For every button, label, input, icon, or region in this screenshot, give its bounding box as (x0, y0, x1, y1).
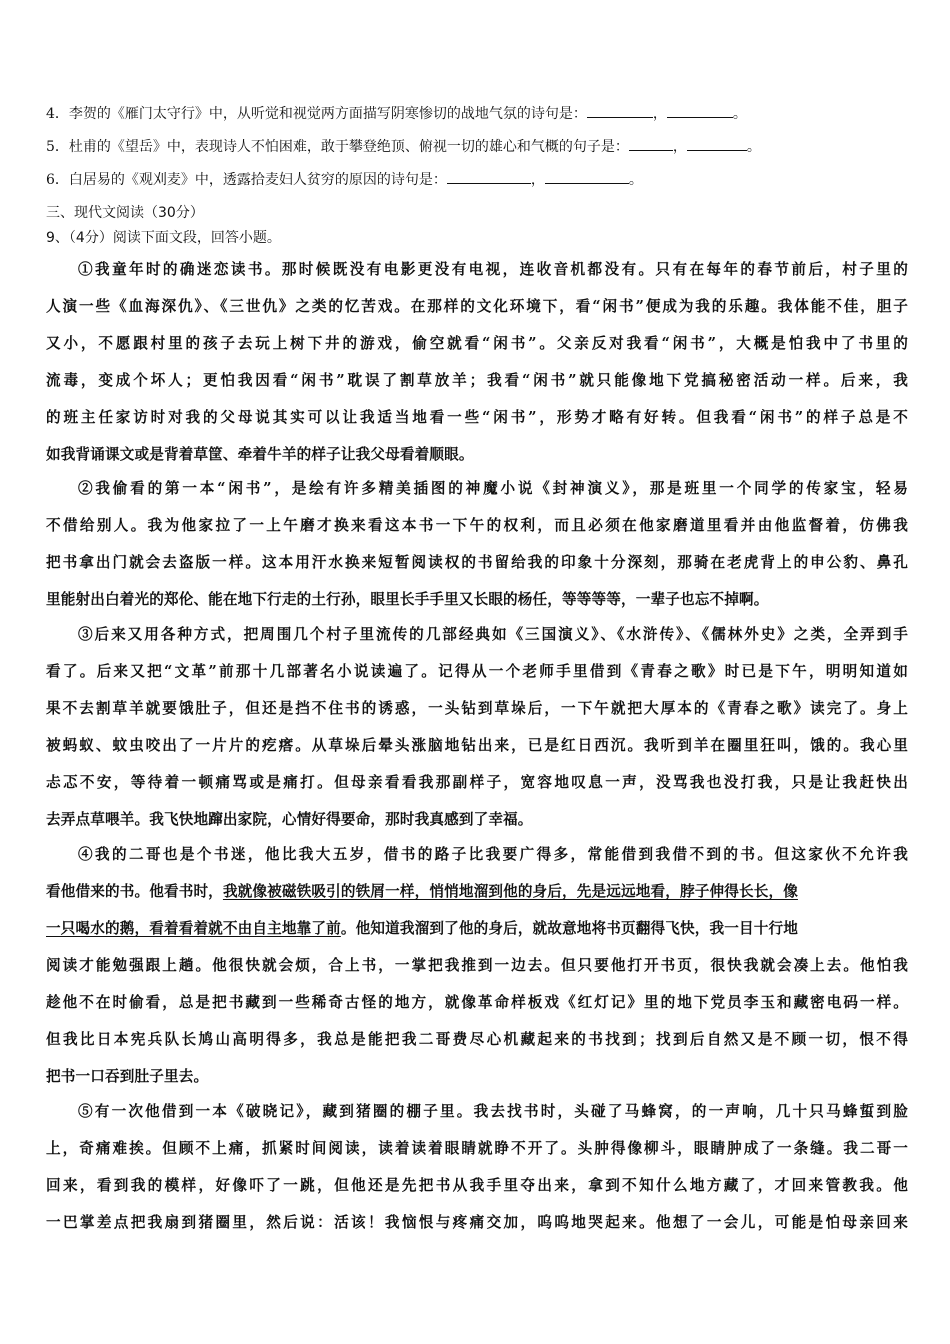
separator: ， (652, 106, 667, 122)
passage-line: 把书拿出门就会去盗版一样。这本用汗水换来短暂阅读权的书留给我的印象十分深刻，那骑在老虎背上的申公豹、鼻孔 (46, 554, 908, 571)
passage-line: 回来，看到我的模样，好像吓了一跳，但他还是先把书从我手里夺出来，拿到不知什么地方藏了，才回来管教我。他 (46, 1177, 908, 1194)
separator: ， (530, 172, 545, 188)
passage-line: 里能射出白着光的郑伦、能在地下行走的土行孙，眼里长手手里又长眼的杨任，等等等等，一辈子也忘不掉啊。 (46, 591, 769, 608)
section-title: 三、现代文阅读（30分） (46, 205, 204, 221)
question-4-text: 4．李贺的《雁门太守行》中，从听觉和视觉两方面描写阴寒惨切的战地气氛的诗句是： (46, 106, 587, 122)
passage-line: 上，奇痛难挨。但顾不上痛，抓紧时间阅读，读着读着眼睛就睁不开了。头肿得像柳斗，眼睛肿成了一条缝。我二哥一 (46, 1140, 908, 1157)
passage-line: ④我的二哥也是个书迷，他比我大五岁，借书的路子比我要广得多，常能借到我借不到的书。但这家伙不允许我 (78, 846, 908, 863)
passage-line: 看了。后来又把“文革”前那十几部著名小说读遍了。记得从一个老师手里借到《青春之歌》时已是下午，明明知道如 (46, 663, 908, 680)
period: 。 (746, 139, 761, 155)
passage-line: 又小，不愿跟村里的孩子去玩上树下井的游戏，偷空就看“闲书”。父亲反对我看“闲书”，大概是怕我中了书里的 (46, 335, 908, 352)
passage-line: 忐忑不安，等待着一顿痛骂或是痛打。但母亲看看我那副样子，宽容地叹息一声，没骂我也没打我，只是让我赶快出 (46, 774, 908, 791)
question-5 (46, 136, 926, 157)
period: 。 (628, 172, 643, 188)
passage-line: 流毒，变成个坏人；更怕我因看“闲书”耽误了割草放羊；我看“闲书”就只能像地下党搞秘密活动一样。后来，我 (46, 372, 908, 389)
underlined-sentence: 我就像被磁铁吸引的铁屑一样，悄悄地溜到他的身后，先是远远地看，脖子伸得长长，像 (222, 883, 798, 900)
answer-blank[interactable] (629, 136, 673, 151)
question-6-text: 6．白居易的《观刈麦》中，透露拾麦妇人贫穷的原因的诗句是： (46, 172, 447, 188)
passage-line: 人演一些《血海深仇》、《三世仇》之类的忆苦戏。在那样的文化环境下，看“闲书”便成为我的乐趣。我体能不佳，胆子 (46, 298, 908, 315)
underlined-sentence: 一只喝水的鹅，看着看着就不由自主地靠了前 (46, 920, 341, 937)
question-6 (46, 169, 926, 190)
passage-line: 被蚂蚁、蚊虫咬出了一片片的疙瘩。从草垛后晕头涨脑地钻出来，已是红日西沉。我听到羊在圈里狂叫，饿的。我心里 (46, 737, 908, 754)
answer-blank[interactable] (447, 169, 531, 184)
passage-line (46, 918, 908, 940)
passage-line: 阅读才能勉强跟上趟。他很快就会烦，合上书，一掌把我推到一边去。但只要他打开书页，很快我就会凑上去。他怕我 (46, 957, 908, 974)
passage-line: 把书一口吞到肚子里去。 (46, 1068, 209, 1085)
passage-line: 的班主任家访时对我的父母说其实可以让我适当地看一些“闲书”，形势才略有好转。但我看“闲书”的样子总是不 (46, 409, 908, 426)
passage-line: 果不去割草羊就要饿肚子，但还是挡不住书的诱惑，一头钻到草垛后，一下午就把大厚本的《青春之歌》读完了。身上 (46, 700, 908, 717)
passage-line: 一巴掌差点把我扇到猪圈里，然后说：活该！我恼恨与疼痛交加，呜呜地哭起来。他想了一会儿，可能是怕母亲回来 (46, 1214, 908, 1231)
passage-line: ②我偷看的第一本“闲书”，是绘有许多精美插图的神魔小说《封神演义》，那是班里一个同学的传家宝，轻易 (78, 480, 908, 497)
passage-line: ⑤有一次他借到一本《破晓记》，藏到猪圈的棚子里。我去找书时，头碰了马蜂窝，的一声响，几十只马蜂蜇到脸 (78, 1103, 908, 1120)
passage-line: 如我背诵课文或是背着草筐、牵着牛羊的样子让我父母看着顺眼。 (46, 446, 474, 463)
answer-blank[interactable] (687, 136, 747, 151)
question-5-text: 5．杜甫的《望岳》中，表现诗人不怕困难，敢于攀登绝顶、俯视一切的雄心和气概的句子是： (46, 139, 629, 155)
passage-line (46, 881, 908, 903)
passage-line: 去弄点草喂羊。我飞快地蹿出家院，心情好得要命，那时我真感到了幸福。 (46, 811, 533, 828)
period: 。 (732, 106, 747, 122)
separator: ， (672, 139, 687, 155)
passage-text: 。他知道我溜到了他的身后，就故意地将书页翻得飞快，我一目十行地 (340, 920, 798, 937)
passage-line: ③后来又用各种方式，把周围几个村子里流传的几部经典如《三国演义》、《水浒传》、《儒林外史》之类，全弄到手 (78, 626, 908, 643)
passage-text: 看他借来的书。他看书时， (46, 883, 223, 900)
answer-blank[interactable] (587, 103, 653, 118)
passage-line: 趁他不在时偷看，总是把书藏到一些稀奇古怪的地方，就像革命样板戏《红灯记》里的地下党员李玉和藏密电码一样。 (46, 994, 908, 1011)
question-4 (46, 103, 926, 124)
question-9-prompt: 9、（4分）阅读下面文段，回答小题。 (46, 230, 281, 246)
passage-line: 但我比日本宪兵队长鸠山高明得多，我总是能把我二哥费尽心机藏起来的书找到；找到后自然又是不顾一切，恨不得 (46, 1031, 908, 1048)
passage-line: ①我童年时的确迷恋读书。那时候既没有电影更没有电视，连收音机都没有。只有在每年的春节前后，村子里的 (78, 261, 908, 278)
answer-blank[interactable] (667, 103, 733, 118)
passage-line: 不借给别人。我为他家拉了一上午磨才换来看这本书一下午的权利，而且必须在他家磨道里看并由他监督着，仿佛我 (46, 517, 908, 534)
answer-blank[interactable] (545, 169, 629, 184)
